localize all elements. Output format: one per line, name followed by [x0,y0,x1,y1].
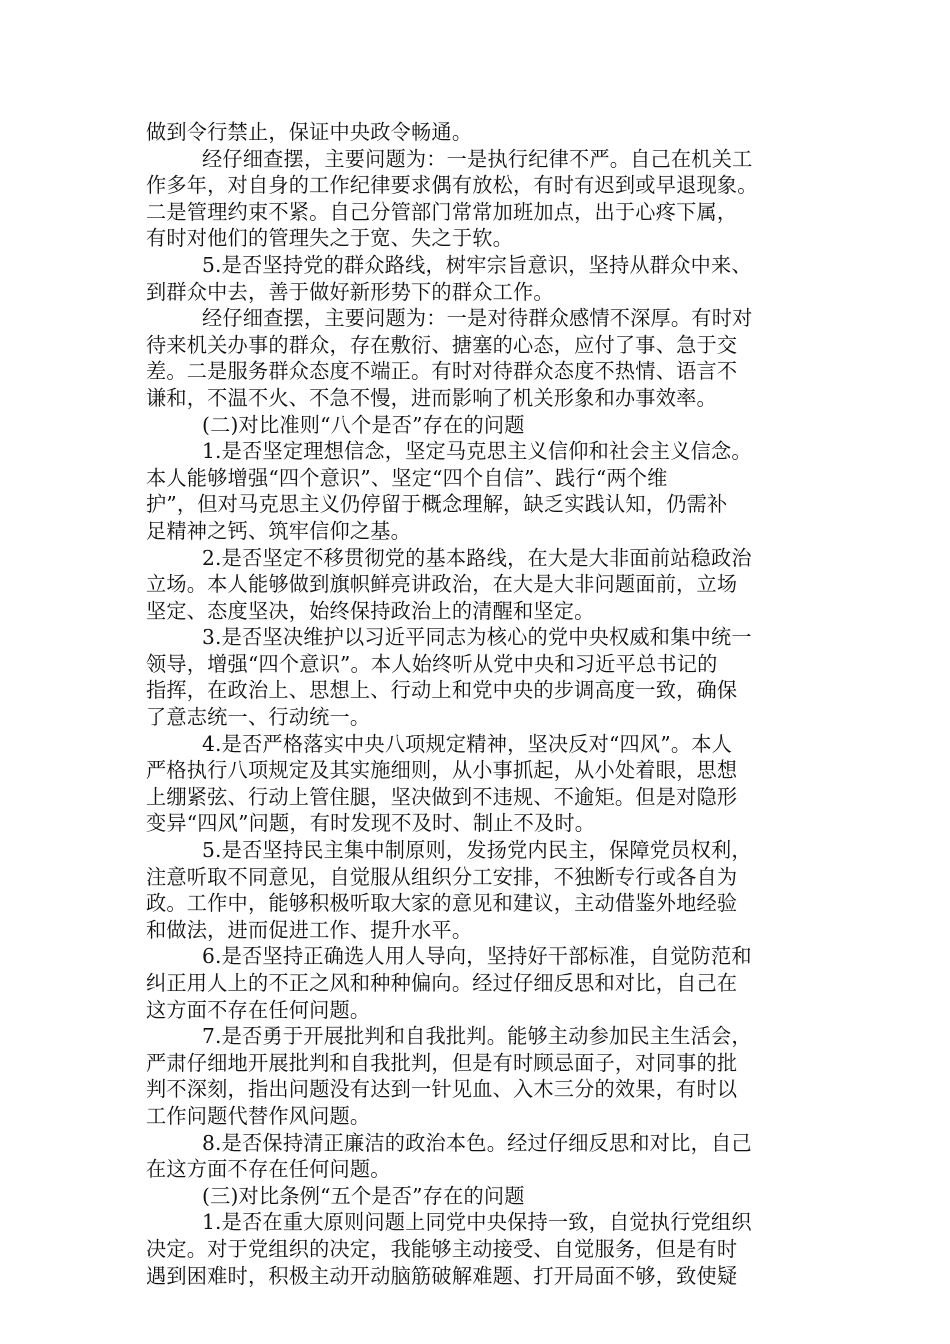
text-line: 政。工作中，能够积极听取大家的意见和建议，主动借鉴外地经验 [146,891,738,916]
text-line: 上绷紧弦、行动上管住腿，坚决做到不违规、不逾矩。但是对隐形 [146,784,738,809]
text-line: (三)对比条例“五个是否”存在的问题 [202,1183,525,1208]
text-line: 到群众中去，善于做好新形势下的群众工作。 [146,279,554,304]
text-line: (二)对比准则“八个是否”存在的问题 [202,412,525,437]
text-line: 待来机关办事的群众，存在敷衍、搪塞的心态，应付了事、急于交 [146,332,738,357]
text-line: 领导，增强“四个意识”。本人始终听从党中央和习近平总书记的 [146,651,718,676]
text-line: 严格执行八项规定及其实施细则，从小事抓起，从小处着眼，思想 [146,758,738,783]
text-line: 遇到困难时，积极主动开动脑筋破解难题、打开局面不够，致使疑 [146,1263,738,1288]
text-line: 7.是否勇于开展批判和自我批判。能够主动参加民主生活会， [202,1024,752,1049]
text-line: 足精神之钙、筑牢信仰之基。 [146,518,412,543]
text-line: 3.是否坚决维护以习近平同志为核心的党中央权威和集中统一 [202,625,752,650]
text-line: 谦和，不温不火、不急不慢，进而影响了机关形象和办事效率。 [146,385,717,410]
text-line: 6.是否坚持正确选人用人导向，坚持好干部标准，自觉防范和 [202,944,752,969]
text-line: 1.是否在重大原则问题上同党中央保持一致，自觉执行党组织 [202,1210,752,1235]
text-line: 作多年，对自身的工作纪律要求偶有放松，有时有迟到或早退现象。 [146,173,758,198]
text-line: 立场。本人能够做到旗帜鲜亮讲政治，在大是大非问题面前，立场 [146,572,738,597]
text-line: 判不深刻，指出问题没有达到一针见血、入木三分的效果，有时以 [146,1077,738,1102]
text-line: 了意志统一、行动统一。 [146,705,371,730]
text-line: 有时对他们的管理失之于宽、失之于软。 [146,226,513,251]
text-line: 严肃仔细地开展批判和自我批判，但是有时顾忌面子，对同事的批 [146,1050,738,1075]
text-line: 护”，但对马克思主义仍停留于概念理解，缺乏实践认知，仍需补 [146,492,728,517]
text-line: 差。二是服务群众态度不端正。有时对待群众态度不热情、语言不 [146,359,738,384]
text-line: 5.是否坚持党的群众路线，树牢宗旨意识，坚持从群众中来、 [202,252,752,277]
document-body [146,119,810,1289]
text-line: 经仔细查摆，主要问题为：一是对待群众感情不深厚。有时对 [202,306,753,331]
text-line: 做到令行禁止，保证中央政令畅通。 [146,120,473,144]
text-line: 坚定、态度坚决，始终保持政治上的清醒和坚定。 [146,598,595,623]
text-line: 工作问题代替作风问题。 [146,1103,371,1128]
text-line: 这方面不存在任何问题。 [146,997,371,1022]
text-line: 纠正用人上的不正之风和种种偏向。经过仔细反思和对比，自己在 [146,971,738,995]
text-line: 在这方面不存在任何问题。 [146,1157,391,1182]
text-line: 4.是否严格落实中央八项规定精神，坚决反对“四风”。本人 [202,731,733,756]
text-line: 变异“四风”问题，有时发现不及时、制止不及时。 [146,811,596,836]
text-line: 8.是否保持清正廉洁的政治本色。经过仔细反思和对比，自己 [202,1130,752,1155]
text-line: 1.是否坚定理想信念，坚定马克思主义信仰和社会主义信念。 [202,439,752,464]
text-line: 决定。对于党组织的决定，我能够主动接受、自觉服务，但是有时 [146,1236,738,1261]
text-line: 和做法，进而促进工作、提升水平。 [146,917,473,942]
text-line: 5.是否坚持民主集中制原则，发扬党内民主，保障党员权利， [202,838,752,863]
text-line: 注意听取不同意见，自觉服从组织分工安排，不独断专行或各自为 [146,864,738,889]
text-line: 本人能够增强“四个意识”、坚定“四个自信”、践行“两个维 [146,465,668,490]
text-line: 经仔细查摆，主要问题为：一是执行纪律不严。自己在机关工 [202,146,753,171]
text-line: 二是管理约束不紧。自己分管部门常常加班加点，出于心疼下属， [146,199,738,224]
text-line: 2.是否坚定不移贯彻党的基本路线，在大是大非面前站稳政治 [202,545,752,570]
text-line: 指挥，在政治上、思想上、行动上和党中央的步调高度一致，确保 [146,678,738,703]
